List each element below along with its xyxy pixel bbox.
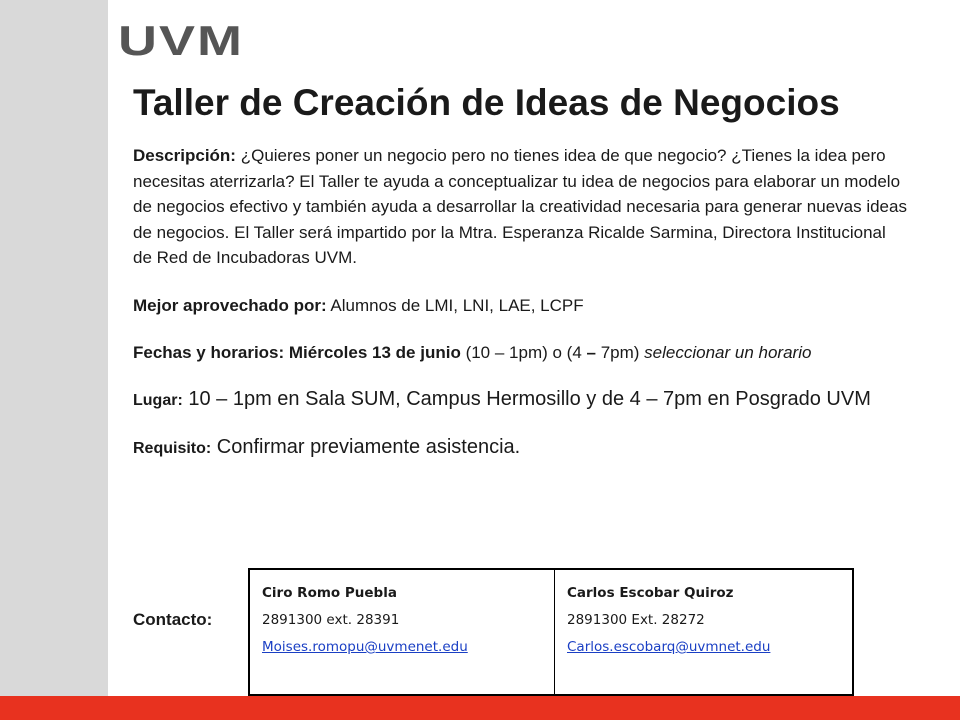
lugar-label: Lugar: <box>133 391 183 409</box>
descripcion-text: ¿Quieres poner un negocio pero no tienes idea de que negocio? ¿Tienes la idea pero necesitas aterrizarla? El Taller te ayuda a conceptualizar tu idea de negocios para elaborar un modelo de negocios efectivo y también ayuda a desarrollar la creatividad necesaria para generar nuevas ideas de negocios. El Taller será impartido por la Mtra. Esperanza Ricalde Sarmina, Directora Institucional de Red de Incubadoras UVM. <box>133 146 907 267</box>
requisito-label: Requisito: <box>133 439 212 457</box>
aprovechado-label: Mejor aprovechado por: <box>133 295 327 315</box>
event-details <box>133 143 908 461</box>
fechas-label: Fechas y horarios: Miércoles 13 de junio <box>133 343 461 362</box>
aprovechado-paragraph <box>133 293 908 319</box>
descripcion-label: Descripción: <box>133 146 236 165</box>
requisito-text: Confirmar previamente asistencia. <box>211 435 521 458</box>
bottom-red-band <box>0 696 960 720</box>
contact-phone: 2891300 ext. 28391 <box>262 612 400 628</box>
descripcion-paragraph <box>133 143 908 271</box>
contact-email-link[interactable]: Carlos.escobarq@uvmnet.edu <box>567 639 771 655</box>
contact-cell <box>249 569 555 695</box>
lugar-text: 10 – 1pm en Sala SUM, Campus Hermosillo y de 4 – 7pm en Posgrado UVM <box>182 387 871 410</box>
contact-name: Ciro Romo Puebla <box>262 585 397 601</box>
left-sidebar-band <box>0 0 108 720</box>
contact-email-link[interactable]: Moises.romopu@uvmenet.edu <box>262 639 468 655</box>
contacto-label: Contacto: <box>133 610 213 629</box>
fechas-dash: – <box>586 343 596 362</box>
fechas-paragraph <box>133 340 908 366</box>
fechas-text: (10 – 1pm) o (4 <box>460 343 587 362</box>
page-title: Taller de Creación de Ideas de Negocios <box>133 82 840 123</box>
fechas-text-2: 7pm) <box>595 343 645 362</box>
requisito-paragraph <box>133 435 908 461</box>
contacts-table <box>248 568 854 696</box>
contact-name: Carlos Escobar Quiroz <box>567 585 734 601</box>
contact-cell <box>555 569 854 695</box>
lugar-paragraph <box>133 387 908 413</box>
contact-phone: 2891300 Ext. 28272 <box>567 612 705 628</box>
uvm-logo: UVM <box>118 17 244 65</box>
fechas-italic: seleccionar un horario <box>644 343 812 362</box>
aprovechado-text: Alumnos de LMI, LNI, LAE, LCPF <box>326 295 584 315</box>
